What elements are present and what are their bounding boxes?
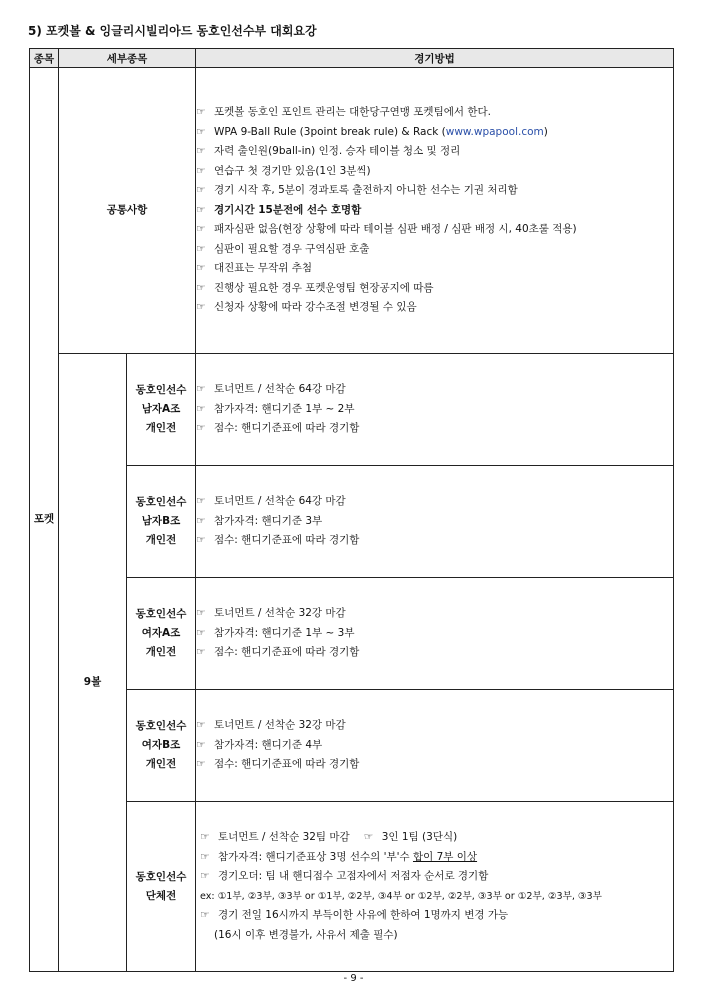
item-text: 포켓볼 동호인 포인트 관리는 대한당구연맹 포켓팀에서 한다. — [214, 106, 491, 119]
item-text: WPA 9-Ball Rule (3point break rule) & Rack ( — [214, 125, 446, 138]
event-content — [196, 466, 674, 578]
header-sport: 종목 — [30, 49, 59, 68]
common-label: 공통사항 — [59, 68, 196, 354]
item-text: 점수: 핸디기준표에 따라 경기함 — [214, 422, 360, 435]
item-text: 심판이 필요할 경우 구역심판 호출 — [214, 242, 370, 255]
pointing-hand-icon: ☞ — [200, 870, 210, 882]
list-item — [196, 201, 673, 221]
pointing-hand-icon: ☞ — [200, 850, 210, 863]
event-content — [196, 690, 674, 802]
event-content — [196, 578, 674, 690]
item-text: 참가자격: 핸디기준 1부 ~ 3부 — [214, 626, 355, 639]
team-content — [196, 802, 674, 972]
pointing-hand-icon: ☞ — [196, 626, 206, 639]
pointing-hand-icon: ☞ — [196, 402, 206, 415]
event-name-line: 남자B조 — [141, 515, 181, 527]
list-item — [196, 755, 673, 775]
header-detail-event: 세부종목 — [59, 49, 196, 68]
list-item — [196, 531, 673, 551]
item-text: 토너먼트 / 선착순 32강 마감 — [214, 607, 346, 620]
common-row — [30, 68, 674, 354]
item-text: 자력 출인원(9ball-in) 인정. 승자 테이블 청소 및 정리 — [214, 145, 461, 158]
rules-table — [29, 48, 674, 972]
note-line: (16시 이후 변경불가, 사유서 제출 필수) — [214, 928, 398, 941]
list-item — [196, 380, 673, 400]
subgroup-cell: 9볼 — [59, 354, 127, 972]
list-item — [196, 103, 673, 123]
list-item — [196, 716, 673, 736]
list-item — [196, 736, 673, 756]
pointing-hand-icon: ☞ — [196, 184, 206, 197]
section-title: 5) 포켓볼 & 잉글리시빌리아드 동호인선수부 대회요강 — [28, 24, 317, 38]
pointing-hand-icon: ☞ — [196, 262, 206, 275]
list-item — [196, 142, 673, 162]
item-text: 진행상 필요한 경우 포켓운영팀 현장공지에 따름 — [214, 281, 434, 294]
pointing-hand-icon: ☞ — [196, 495, 206, 508]
pointing-hand-icon: ☞ — [196, 719, 206, 732]
pointing-hand-icon: ☞ — [196, 646, 206, 659]
pointing-hand-icon: ☞ — [200, 831, 210, 843]
pointing-hand-icon: ☞ — [196, 301, 206, 314]
team-row — [30, 802, 674, 972]
common-content — [196, 68, 674, 354]
event-name-line: 동호인선수 — [135, 720, 187, 732]
list-item — [196, 512, 673, 532]
event-name — [127, 354, 196, 466]
pointing-hand-icon: ☞ — [196, 164, 206, 177]
pointing-hand-icon: ☞ — [196, 203, 206, 216]
item-text: 신청자 상황에 따라 강수조절 변경될 수 있음 — [214, 301, 417, 314]
team-name-line: 단체전 — [145, 889, 177, 902]
list-item — [200, 867, 673, 887]
item-text: 참가자격: 핸디기준 4부 — [214, 738, 323, 751]
item-text: 참가자격: 핸디기준 3부 — [214, 514, 323, 527]
header-method: 경기방법 — [196, 49, 674, 68]
item-text: 토너먼트 / 선착순 64강 마감 — [214, 383, 346, 396]
pointing-hand-icon: ☞ — [196, 758, 206, 771]
pointing-hand-icon: ☞ — [196, 422, 206, 435]
list-item — [196, 181, 673, 201]
item-text: 경기오더: 팀 내 핸디점수 고점자에서 저점자 순서로 경기함 — [218, 870, 489, 882]
event-content — [196, 354, 674, 466]
event-name — [127, 466, 196, 578]
event-name-line: 동호인선수 — [135, 496, 187, 508]
item-text: 3인 1팀 (3단식) — [381, 831, 458, 843]
event-row — [30, 690, 674, 802]
list-item — [196, 624, 673, 644]
event-name-line: 개인전 — [145, 758, 177, 770]
list-item — [200, 848, 673, 868]
pointing-hand-icon: ☞ — [363, 831, 374, 843]
pointing-hand-icon: ☞ — [196, 514, 206, 527]
event-name-line: 동호인선수 — [135, 384, 187, 396]
list-item — [196, 643, 673, 663]
team-name — [127, 802, 196, 972]
list-item — [196, 279, 673, 299]
item-text: 연습구 첫 경기만 있음(1인 3분씩) — [214, 164, 371, 177]
event-name-line: 남자A조 — [141, 403, 181, 415]
item-text-underlined: 합이 7부 이상 — [412, 850, 478, 863]
list-item — [200, 828, 673, 848]
list-item — [196, 400, 673, 420]
list-item — [196, 240, 673, 260]
list-item — [196, 220, 673, 240]
event-name-line: 여자B조 — [141, 739, 181, 751]
list-item — [196, 419, 673, 439]
pointing-hand-icon: ☞ — [196, 534, 206, 547]
pointing-hand-icon: ☞ — [196, 125, 206, 138]
list-item — [196, 298, 673, 318]
event-name — [127, 578, 196, 690]
item-text: 참가자격: 핸디기준표상 3명 선수의 '부'수 — [218, 850, 413, 863]
pointing-hand-icon: ☞ — [196, 383, 206, 396]
list-item — [200, 906, 673, 926]
event-name — [127, 690, 196, 802]
pointing-hand-icon: ☞ — [196, 223, 206, 236]
item-text: 참가자격: 핸디기준 1부 ~ 2부 — [214, 402, 355, 415]
event-row — [30, 466, 674, 578]
website-link[interactable]: www.wpapool.com — [445, 125, 544, 138]
list-item — [196, 259, 673, 279]
pointing-hand-icon: ☞ — [196, 607, 206, 620]
item-text: 점수: 핸디기준표에 따라 경기함 — [214, 646, 360, 659]
event-name-line: 개인전 — [145, 646, 177, 658]
team-name-line: 동호인선수 — [135, 870, 187, 883]
event-row — [30, 578, 674, 690]
example-line: ex: ①1부, ②3부, ③3부 or ①1부, ②2부, ③4부 or ①2부, ②2부, ③3부 or ①2부, ②3부, ③3부 — [200, 890, 602, 902]
item-text: 대진표는 무작위 추첨 — [214, 262, 312, 275]
list-item — [196, 162, 673, 182]
item-text: 경기 시작 후, 5분이 경과토록 출전하지 아니한 선수는 기권 처리함 — [214, 184, 518, 197]
pointing-hand-icon: ☞ — [196, 738, 206, 751]
item-text: 점수: 핸디기준표에 따라 경기함 — [214, 534, 360, 547]
event-name-line: 개인전 — [145, 422, 177, 434]
pointing-hand-icon: ☞ — [196, 145, 206, 158]
item-text: 경기 전일 16시까지 부득이한 사유에 한하여 1명까지 변경 가능 — [218, 909, 509, 921]
event-name-line: 동호인선수 — [135, 608, 187, 620]
page-number: - 9 - — [343, 973, 364, 984]
list-item — [196, 604, 673, 624]
item-text: 패자심판 없음(현장 상황에 따라 테이블 심판 배정 / 심판 배정 시, 40초룰 적용) — [214, 223, 577, 236]
item-text: ) — [543, 125, 548, 138]
table-header-row — [30, 49, 674, 68]
pointing-hand-icon: ☞ — [196, 281, 206, 294]
item-text: 토너먼트 / 선착순 32강 마감 — [214, 719, 346, 732]
item-text: 점수: 핸디기준표에 따라 경기함 — [214, 758, 360, 771]
event-name-line: 개인전 — [145, 534, 177, 546]
item-text: 토너먼트 / 선착순 32팀 마감 — [218, 831, 350, 843]
sport-cell: 포켓 — [30, 68, 59, 972]
pointing-hand-icon: ☞ — [196, 242, 206, 255]
item-text: 경기시간 15분전에 선수 호명함 — [214, 203, 362, 216]
event-row — [30, 354, 674, 466]
pointing-hand-icon: ☞ — [196, 106, 206, 119]
event-name-line: 여자A조 — [141, 627, 181, 639]
list-item — [196, 492, 673, 512]
common-list — [196, 103, 673, 318]
list-item — [196, 123, 673, 143]
item-text: 토너먼트 / 선착순 64강 마감 — [214, 495, 346, 508]
pointing-hand-icon: ☞ — [200, 909, 210, 921]
